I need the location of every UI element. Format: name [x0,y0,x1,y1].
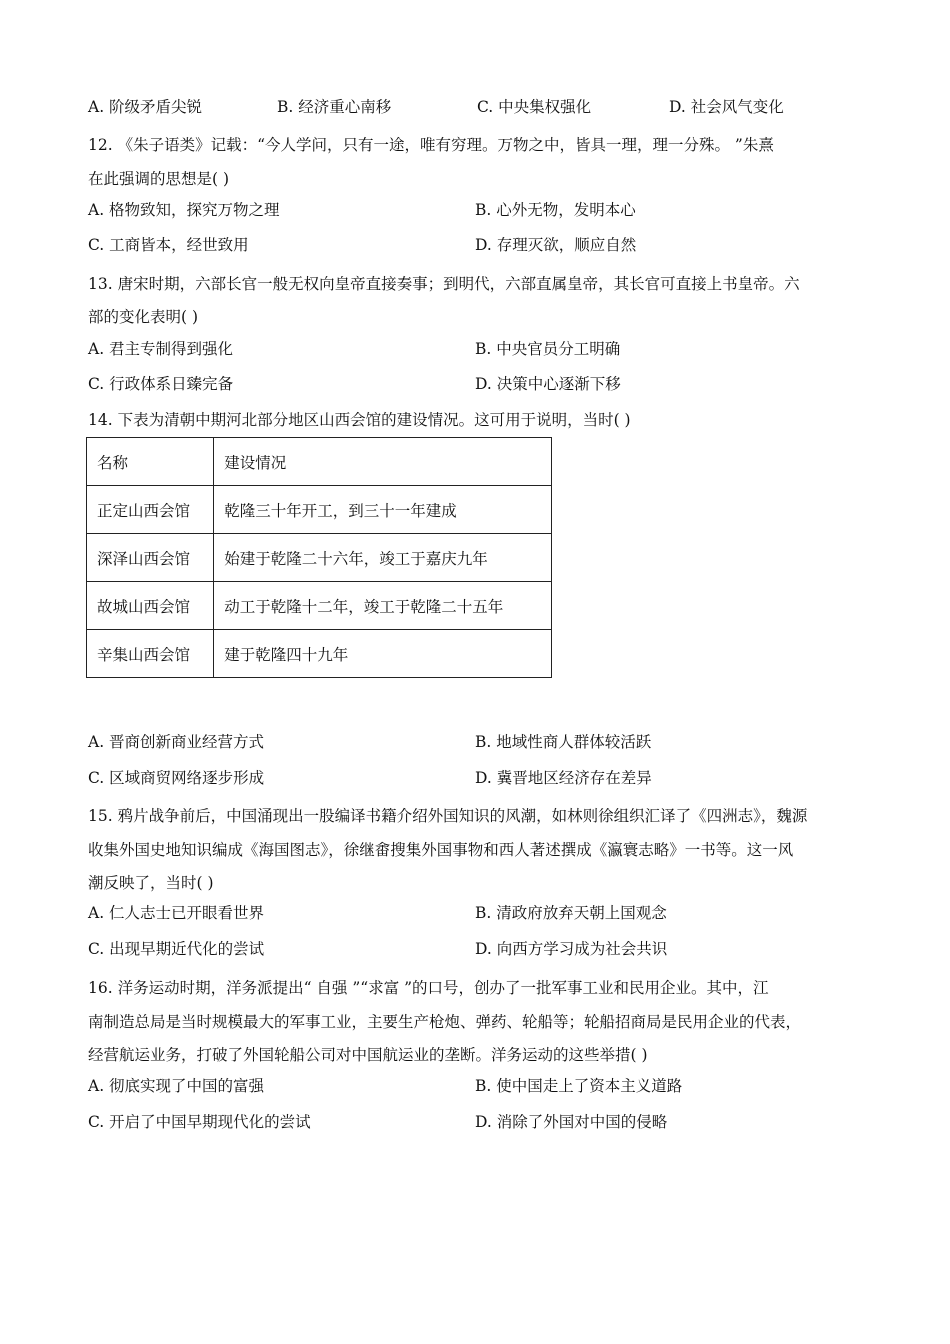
q11-option-a[interactable]: A. 阶级矛盾尖锐 [88,98,203,116]
table-header-row [87,438,552,486]
q13-stem-line-1: 13. 唐宋时期，六部长官一般无权向皇帝直接奏事；到明代，六部直属皇帝，其长官可直接上书皇帝。六 [88,275,800,293]
q11-option-b[interactable]: B. 经济重心南移 [277,98,392,116]
q12-option-a[interactable]: A. 格物致知，探究万物之理 [88,201,280,219]
q16-option-c[interactable]: C. 开启了中国早期现代化的尝试 [88,1113,311,1131]
q15-option-d[interactable]: D. 向西方学习成为社会共识 [475,940,668,958]
q15-stem-line-2: 收集外国史地知识编成《海国图志》，徐继畬搜集外国事物和西人著述撰成《瀛寰志略》一书等。这一风 [88,841,794,859]
table-header-cell: 名称 [87,438,214,486]
q15-stem-line-3: 潮反映了，当时( ) [88,874,214,892]
table-cell-name: 故城山西会馆 [87,582,214,630]
q16-stem-line-1: 16. 洋务运动时期，洋务派提出“ 自强 ”“求富 ”的口号，创办了一批军事工业和民用企业。其中，江 [88,979,769,997]
q15-option-b[interactable]: B. 清政府放弃天朝上国观念 [475,904,667,922]
q16-stem-line-2: 南制造总局是当时规模最大的军事工业，主要生产枪炮、弹药、轮船等；轮船招商局是民用企业的代表， [88,1013,802,1031]
q12-option-c[interactable]: C. 工商皆本，经世致用 [88,236,249,254]
q12-stem-line-1: 12. 《朱子语类》记载：“今人学问，只有一途，唯有穷理。万物之中，皆具一理，理一分殊。 ”朱熹 [88,136,774,154]
q16-option-a[interactable]: A. 彻底实现了中国的富强 [88,1077,265,1095]
q16-option-d[interactable]: D. 消除了外国对中国的侵略 [475,1113,668,1131]
table-cell-construction: 始建于乾隆二十六年，竣工于嘉庆九年 [214,534,552,582]
q15-option-a[interactable]: A. 仁人志士已开眼看世界 [88,904,265,922]
q12-option-b[interactable]: B. 心外无物，发明本心 [475,201,636,219]
q14-option-d[interactable]: D. 冀晋地区经济存在差异 [475,769,652,787]
q12-option-d[interactable]: D. 存理灭欲，顺应自然 [475,236,637,254]
table-cell-construction: 乾隆三十年开工，到三十一年建成 [214,486,552,534]
q16-option-b[interactable]: B. 使中国走上了资本主义道路 [475,1077,683,1095]
q13-stem-line-2: 部的变化表明( ) [88,308,199,326]
q13-option-c[interactable]: C. 行政体系日臻完备 [88,375,234,393]
table-cell-construction: 动工于乾隆十二年，竣工于乾隆二十五年 [214,582,552,630]
q15-option-c[interactable]: C. 出现早期近代化的尝试 [88,940,265,958]
q15-stem-line-1: 15. 鸦片战争前后，中国涌现出一股编译书籍介绍外国知识的风潮，如林则徐组织汇译了《四洲志》，魏源 [88,807,808,825]
table-header-cell: 建设情况 [214,438,552,486]
q12-stem-line-2: 在此强调的思想是( ) [88,170,230,188]
table-cell-name: 辛集山西会馆 [87,630,214,678]
q13-option-a[interactable]: A. 君主专制得到强化 [88,340,234,358]
q13-option-b[interactable]: B. 中央官员分工明确 [475,340,621,358]
q14-option-a[interactable]: A. 晋商创新商业经营方式 [88,733,265,751]
q11-option-c[interactable]: C. 中央集权强化 [477,98,592,116]
q14-stem: 14. 下表为清朝中期河北部分地区山西会馆的建设情况。这可用于说明，当时( ) [88,411,631,429]
table-row [87,486,552,534]
q14-option-c[interactable]: C. 区域商贸网络逐步形成 [88,769,265,787]
table-row [87,582,552,630]
q13-option-d[interactable]: D. 决策中心逐渐下移 [475,375,621,393]
table-cell-name: 深泽山西会馆 [87,534,214,582]
q11-option-d[interactable]: D. 社会风气变化 [669,98,784,116]
guild-hall-table [86,437,552,678]
table-row [87,630,552,678]
table-row [87,534,552,582]
table-cell-construction: 建于乾隆四十九年 [214,630,552,678]
table-cell-name: 正定山西会馆 [87,486,214,534]
q16-stem-line-3: 经营航运业务，打破了外国轮船公司对中国航运业的垄断。洋务运动的这些举措( ) [88,1046,648,1064]
q14-option-b[interactable]: B. 地域性商人群体较活跃 [475,733,652,751]
